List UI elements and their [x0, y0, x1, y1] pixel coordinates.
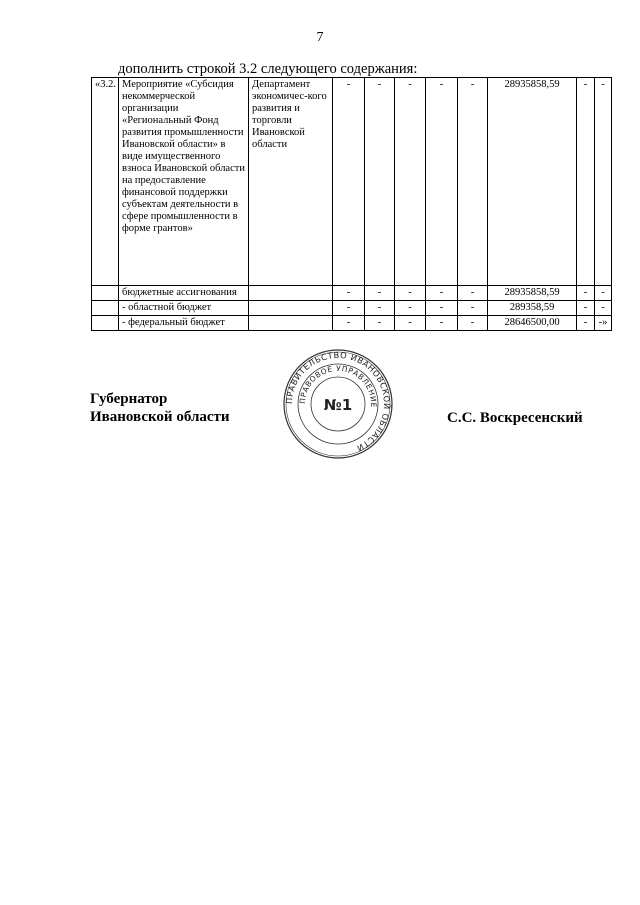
- page-number: 7: [316, 30, 324, 45]
- table-cell: [249, 316, 333, 331]
- table-cell: [92, 301, 119, 316]
- amount-cell: 28935858,59: [488, 78, 577, 286]
- table-cell: -: [595, 78, 612, 286]
- signatory-title-line1: Губернатор: [90, 391, 168, 407]
- row-label: - федеральный бюджет: [119, 316, 249, 331]
- amount-cell: 289358,59: [488, 301, 577, 316]
- table-cell: -: [458, 78, 488, 286]
- official-seal: [282, 348, 394, 460]
- table-cell: [92, 286, 119, 301]
- program-table: [91, 77, 612, 331]
- table-row-main: [92, 78, 612, 286]
- event-description: Мероприятие «Субсидия некоммерческой организации «Региональный Фонд развития промышленности Ивановской области» в виде имущественного взноса Ивановской области на предоставление финансовой поддержки субъектам деятельности в сфере промышленности в форме грантов»: [119, 78, 249, 286]
- table-cell: -: [365, 286, 395, 301]
- table-cell: -: [595, 286, 612, 301]
- table-cell: -: [426, 286, 458, 301]
- table-row: [92, 316, 612, 331]
- table-cell: [249, 286, 333, 301]
- table-cell: -: [333, 286, 365, 301]
- table-cell: -: [365, 301, 395, 316]
- table-cell: -: [577, 286, 595, 301]
- table-cell: [92, 316, 119, 331]
- table-cell: -»: [595, 316, 612, 331]
- table-cell: -: [426, 316, 458, 331]
- table-cell: -: [595, 301, 612, 316]
- table-cell: -: [458, 316, 488, 331]
- table-cell: -: [365, 316, 395, 331]
- table-cell: -: [365, 78, 395, 286]
- table-cell: -: [395, 78, 426, 286]
- table-cell: -: [333, 301, 365, 316]
- table-cell: -: [333, 78, 365, 286]
- table-cell: -: [426, 301, 458, 316]
- row-label: - областной бюджет: [119, 301, 249, 316]
- table-cell: -: [395, 301, 426, 316]
- seal-number: №1: [323, 396, 353, 414]
- table-cell: -: [395, 286, 426, 301]
- table-row: [92, 286, 612, 301]
- table-cell: [249, 301, 333, 316]
- signatory-title: [90, 390, 230, 426]
- seal-inner-text: ПРАВОВОЕ УПРАВЛЕНИЕ: [297, 363, 379, 409]
- table-cell: -: [395, 316, 426, 331]
- table-cell: -: [426, 78, 458, 286]
- executor: Департамент экономичес-кого развития и торговли Ивановской области: [249, 78, 333, 286]
- table-cell: -: [577, 316, 595, 331]
- intro-text: дополнить строкой 3.2 следующего содержания:: [118, 61, 418, 77]
- table-cell: -: [458, 286, 488, 301]
- amount-cell: 28646500,00: [488, 316, 577, 331]
- signatory-title-line2: Ивановской области: [90, 409, 230, 425]
- table-cell: -: [577, 78, 595, 286]
- table-row: [92, 301, 612, 316]
- table-cell: -: [577, 301, 595, 316]
- row-label: бюджетные ассигнования: [119, 286, 249, 301]
- seal-ring-text: ПРАВИТЕЛЬСТВО ИВАНОВСКОЙ ОБЛАСТИ: [283, 349, 393, 454]
- table-cell: -: [458, 301, 488, 316]
- signatory-name: С.С. Воскресенский: [447, 410, 583, 426]
- table-cell: -: [333, 316, 365, 331]
- row-number: «3.2.: [92, 78, 119, 286]
- amount-cell: 28935858,59: [488, 286, 577, 301]
